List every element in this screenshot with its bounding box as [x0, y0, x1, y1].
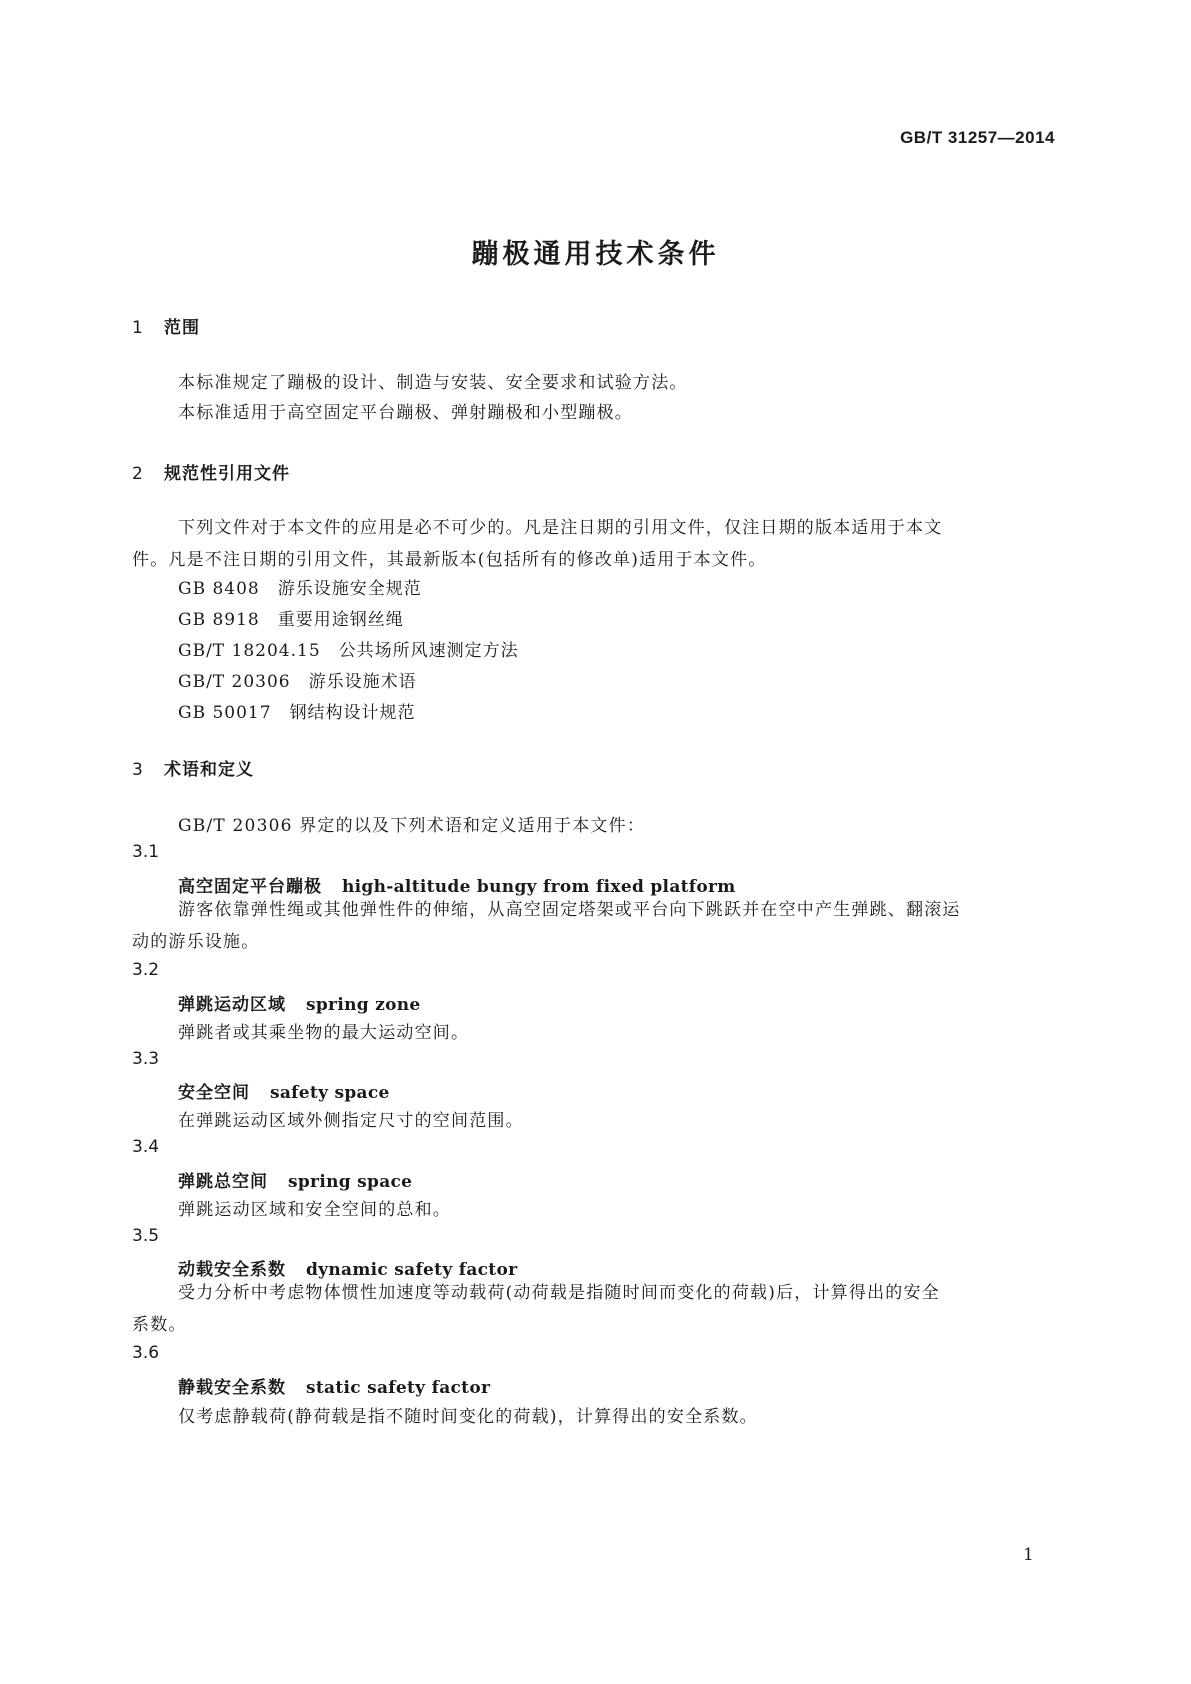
section-title: 规范性引用文件	[164, 464, 290, 484]
term-en: spring zone	[306, 995, 421, 1015]
reference-item	[178, 636, 519, 661]
term-number: 3.5	[132, 1226, 160, 1246]
term-en: spring space	[288, 1172, 413, 1192]
paragraph: 本标准适用于高空固定平台蹦极、弹射蹦极和小型蹦极。	[178, 403, 633, 423]
term-zh: 弹跳总空间	[178, 1172, 268, 1192]
section-2-intro	[132, 512, 1062, 576]
term-heading	[178, 1078, 390, 1103]
section-title: 范围	[164, 318, 200, 338]
reference-title: 游乐设施术语	[308, 672, 417, 692]
term-zh: 安全空间	[178, 1083, 250, 1103]
section-1-heading	[132, 313, 200, 338]
term-en: safety space	[270, 1083, 390, 1103]
section-3-intro: GB/T 20306 界定的以及下列术语和定义适用于本文件：	[178, 816, 646, 836]
term-number: 3.1	[132, 842, 160, 862]
section-title: 术语和定义	[164, 760, 254, 780]
term-zh: 高空固定平台蹦极	[178, 877, 322, 897]
reference-code: GB 8408	[178, 579, 260, 599]
definition-line: 系数。	[132, 1315, 187, 1335]
term-zh: 弹跳运动区域	[178, 995, 286, 1015]
reference-item	[178, 698, 416, 723]
term-number: 3.3	[132, 1049, 160, 1069]
definition-line: 游客依靠弹性绳或其他弹性件的伸缩，从高空固定塔架或平台向下跳跃并在空中产生弹跳、翻滚运	[178, 900, 961, 920]
term-number: 3.6	[132, 1343, 160, 1363]
standard-number: GB/T 31257—2014	[900, 128, 1055, 147]
section-number: 1	[132, 318, 144, 338]
reference-code: GB/T 18204.15	[178, 641, 321, 661]
term-heading	[178, 1373, 490, 1398]
term-zh: 静载安全系数	[178, 1378, 286, 1398]
term-definition: 在弹跳运动区域外侧指定尺寸的空间范围。	[178, 1111, 524, 1131]
term-heading	[178, 1167, 412, 1192]
section-number: 3	[132, 760, 144, 780]
term-en: high-altitude bungy from fixed platform	[342, 877, 736, 897]
reference-title: 钢结构设计规范	[289, 703, 416, 723]
reference-title: 公共场所风速测定方法	[338, 641, 519, 661]
definition-line: 动的游乐设施。	[132, 932, 260, 952]
reference-item	[178, 574, 422, 599]
term-definition	[132, 1277, 1062, 1341]
section-2-heading	[132, 459, 290, 484]
paragraph: 本标准规定了蹦极的设计、制造与安装、安全要求和试验方法。	[178, 373, 688, 393]
reference-title: 游乐设施安全规范	[277, 579, 422, 599]
term-definition	[132, 894, 1062, 958]
term-number: 3.4	[132, 1137, 160, 1157]
document-title: 蹦极通用技术条件	[471, 239, 720, 270]
reference-item	[178, 605, 404, 630]
reference-title: 重要用途钢丝绳	[277, 610, 404, 630]
term-en: dynamic safety factor	[306, 1260, 518, 1280]
reference-item	[178, 667, 417, 692]
paragraph-line: 下列文件对于本文件的应用是必不可少的。凡是注日期的引用文件，仅注日期的版本适用于本文	[178, 518, 943, 538]
term-heading	[178, 990, 421, 1015]
section-3-heading	[132, 755, 254, 780]
definition-line: 受力分析中考虑物体惯性加速度等动载荷(动荷载是指随时间而变化的荷载)后，计算得出的安全	[178, 1283, 940, 1303]
term-definition: 仅考虑静载荷(静荷载是指不随时间变化的荷载)，计算得出的安全系数。	[178, 1407, 758, 1427]
term-definition: 弹跳者或其乘坐物的最大运动空间。	[178, 1023, 470, 1043]
section-number: 2	[132, 464, 144, 484]
paragraph-line: 件。凡是不注日期的引用文件，其最新版本(包括所有的修改单)适用于本文件。	[132, 550, 767, 570]
reference-code: GB 8918	[178, 610, 260, 630]
term-number: 3.2	[132, 960, 160, 980]
term-definition: 弹跳运动区域和安全空间的总和。	[178, 1200, 451, 1220]
reference-code: GB/T 20306	[178, 672, 291, 692]
term-zh: 动载安全系数	[178, 1260, 286, 1280]
reference-code: GB 50017	[178, 703, 272, 723]
term-en: static safety factor	[306, 1378, 491, 1398]
page-number: 1	[1023, 1545, 1034, 1565]
